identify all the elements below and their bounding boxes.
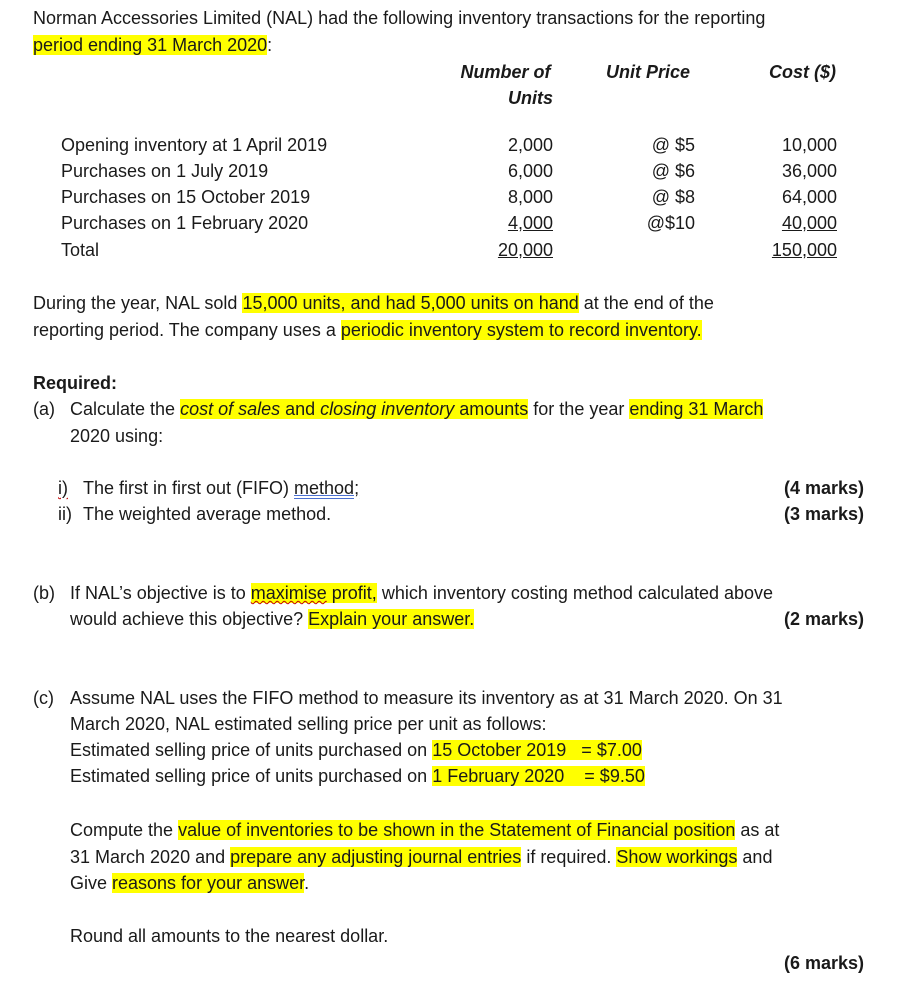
table-row bbox=[0, 184, 901, 210]
row-price: @ $6 bbox=[651, 161, 695, 181]
row-cost: 64,000 bbox=[781, 187, 837, 207]
maximise-text: maximise bbox=[250, 583, 327, 603]
table-row bbox=[0, 210, 901, 236]
part-a-text: for the year bbox=[528, 399, 630, 419]
compute-text: Compute the bbox=[70, 820, 179, 840]
cost-of-sales-text: cost of sales bbox=[180, 399, 281, 419]
total-units: 20,000 bbox=[497, 240, 553, 260]
part-c-line4 bbox=[70, 764, 645, 788]
units-sold-highlight: 15,000 units, and had 5,000 units on hand bbox=[242, 293, 579, 313]
header-units-line2: Units bbox=[508, 88, 553, 108]
part-a-line2: 2020 using: bbox=[70, 426, 164, 446]
closing-inventory-text: closing inventory bbox=[320, 399, 455, 419]
part-b-label: (b) bbox=[33, 583, 55, 603]
i-label-text: i) bbox=[58, 478, 68, 498]
row-units: 4,000 bbox=[507, 213, 553, 233]
compute-text: as at bbox=[735, 820, 780, 840]
compute-line3 bbox=[70, 871, 309, 895]
part-a-text: Calculate the bbox=[70, 399, 181, 419]
period-highlight: period ending 31 March 2020 bbox=[33, 35, 268, 55]
table-row bbox=[0, 132, 901, 158]
row-price: @$10 bbox=[646, 213, 695, 233]
part-a-ii-label: ii) bbox=[58, 504, 72, 524]
explain-highlight: Explain your answer. bbox=[308, 609, 475, 629]
marks-b: (2 marks) bbox=[783, 609, 864, 629]
para1-line1 bbox=[33, 291, 714, 315]
intro-line-2 bbox=[33, 33, 272, 57]
part-c-label: (c) bbox=[33, 688, 54, 708]
row-units: 2,000 bbox=[507, 135, 553, 155]
sfp-value-highlight: value of inventories to be shown in the Statement of Financial position bbox=[178, 820, 736, 840]
intro-colon: : bbox=[267, 35, 273, 55]
part-c-line2: March 2020, NAL estimated selling price per unit as follows: bbox=[70, 714, 547, 734]
row-label: Purchases on 15 October 2019 bbox=[61, 187, 311, 207]
row-label: Purchases on 1 February 2020 bbox=[61, 213, 309, 233]
marks-c: (6 marks) bbox=[783, 953, 864, 973]
part-a-i-text bbox=[83, 476, 359, 500]
show-workings-highlight: Show workings bbox=[616, 847, 738, 867]
compute-text: . bbox=[304, 873, 310, 893]
part-c-line3 bbox=[70, 738, 642, 762]
para1-text: at the end of the bbox=[578, 293, 714, 313]
part-b-line2 bbox=[70, 607, 474, 631]
part-b-text: If NAL’s objective is to bbox=[70, 583, 251, 603]
header-units-line1: Number of bbox=[460, 62, 551, 82]
compute-line1 bbox=[70, 818, 779, 842]
header-cost: Cost ($) bbox=[769, 62, 836, 82]
part-c-line1: Assume NAL uses the FIFO method to measure its inventory as at 31 March 2020. On 31 bbox=[70, 688, 783, 708]
table-total-row bbox=[0, 237, 901, 263]
row-units: 8,000 bbox=[507, 187, 553, 207]
part-b-text: which inventory costing method calculated above bbox=[376, 583, 774, 603]
compute-line2 bbox=[70, 845, 772, 869]
amounts-text: amounts bbox=[454, 399, 529, 419]
compute-text: Give bbox=[70, 873, 113, 893]
para1-text: During the year, NAL sold bbox=[33, 293, 243, 313]
profit-text: profit, bbox=[326, 583, 377, 603]
required-heading: Required: bbox=[33, 373, 118, 393]
part-a-i-label bbox=[58, 476, 68, 500]
row-cost: 40,000 bbox=[781, 213, 837, 233]
row-cost: 36,000 bbox=[781, 161, 837, 181]
journal-entries-highlight: prepare any adjusting journal entries bbox=[230, 847, 522, 867]
row-label: Opening inventory at 1 April 2019 bbox=[61, 135, 328, 155]
intro-line-1: Norman Accessories Limited (NAL) had the following inventory transactions for the reporting bbox=[33, 8, 766, 28]
row-units: 6,000 bbox=[507, 161, 553, 181]
table-row bbox=[0, 158, 901, 184]
ending-highlight: ending 31 March bbox=[629, 399, 764, 419]
selling-price-text: Estimated selling price of units purchased on bbox=[70, 740, 433, 760]
part-b-text: would achieve this objective? bbox=[70, 609, 309, 629]
total-cost: 150,000 bbox=[771, 240, 837, 260]
row-cost: 10,000 bbox=[781, 135, 837, 155]
reasons-highlight: reasons for your answer bbox=[112, 873, 305, 893]
part-a-line1 bbox=[70, 397, 763, 421]
february-price-highlight: 1 February 2020 = $9.50 bbox=[432, 766, 645, 786]
marks-i: (4 marks) bbox=[783, 478, 864, 498]
header-unit-price: Unit Price bbox=[606, 62, 691, 82]
total-label: Total bbox=[61, 240, 100, 260]
part-a-label: (a) bbox=[33, 399, 55, 419]
part-a-ii-text: The weighted average method. bbox=[83, 504, 332, 524]
selling-price-text: Estimated selling price of units purchased on bbox=[70, 766, 433, 786]
row-price: @ $5 bbox=[651, 135, 695, 155]
maximise-profit-highlight bbox=[251, 583, 377, 603]
october-price-highlight: 15 October 2019 = $7.00 bbox=[432, 740, 642, 760]
and-text: and bbox=[280, 399, 321, 419]
row-label: Purchases on 1 July 2019 bbox=[61, 161, 269, 181]
compute-text: 31 March 2020 and bbox=[70, 847, 231, 867]
round-instruction: Round all amounts to the nearest dollar. bbox=[70, 926, 389, 946]
cost-sales-highlight bbox=[180, 399, 528, 419]
part-b-line1 bbox=[70, 581, 773, 605]
para1-line2 bbox=[33, 318, 702, 342]
compute-text: if required. bbox=[521, 847, 617, 867]
row-price: @ $8 bbox=[651, 187, 695, 207]
fifo-text: The first in first out (FIFO) bbox=[83, 478, 295, 498]
para1-text: reporting period. The company uses a bbox=[33, 320, 341, 340]
marks-ii: (3 marks) bbox=[783, 504, 864, 524]
compute-text: and bbox=[737, 847, 773, 867]
method-text: method; bbox=[294, 478, 360, 498]
periodic-system-highlight: periodic inventory system to record inventory. bbox=[340, 320, 702, 340]
